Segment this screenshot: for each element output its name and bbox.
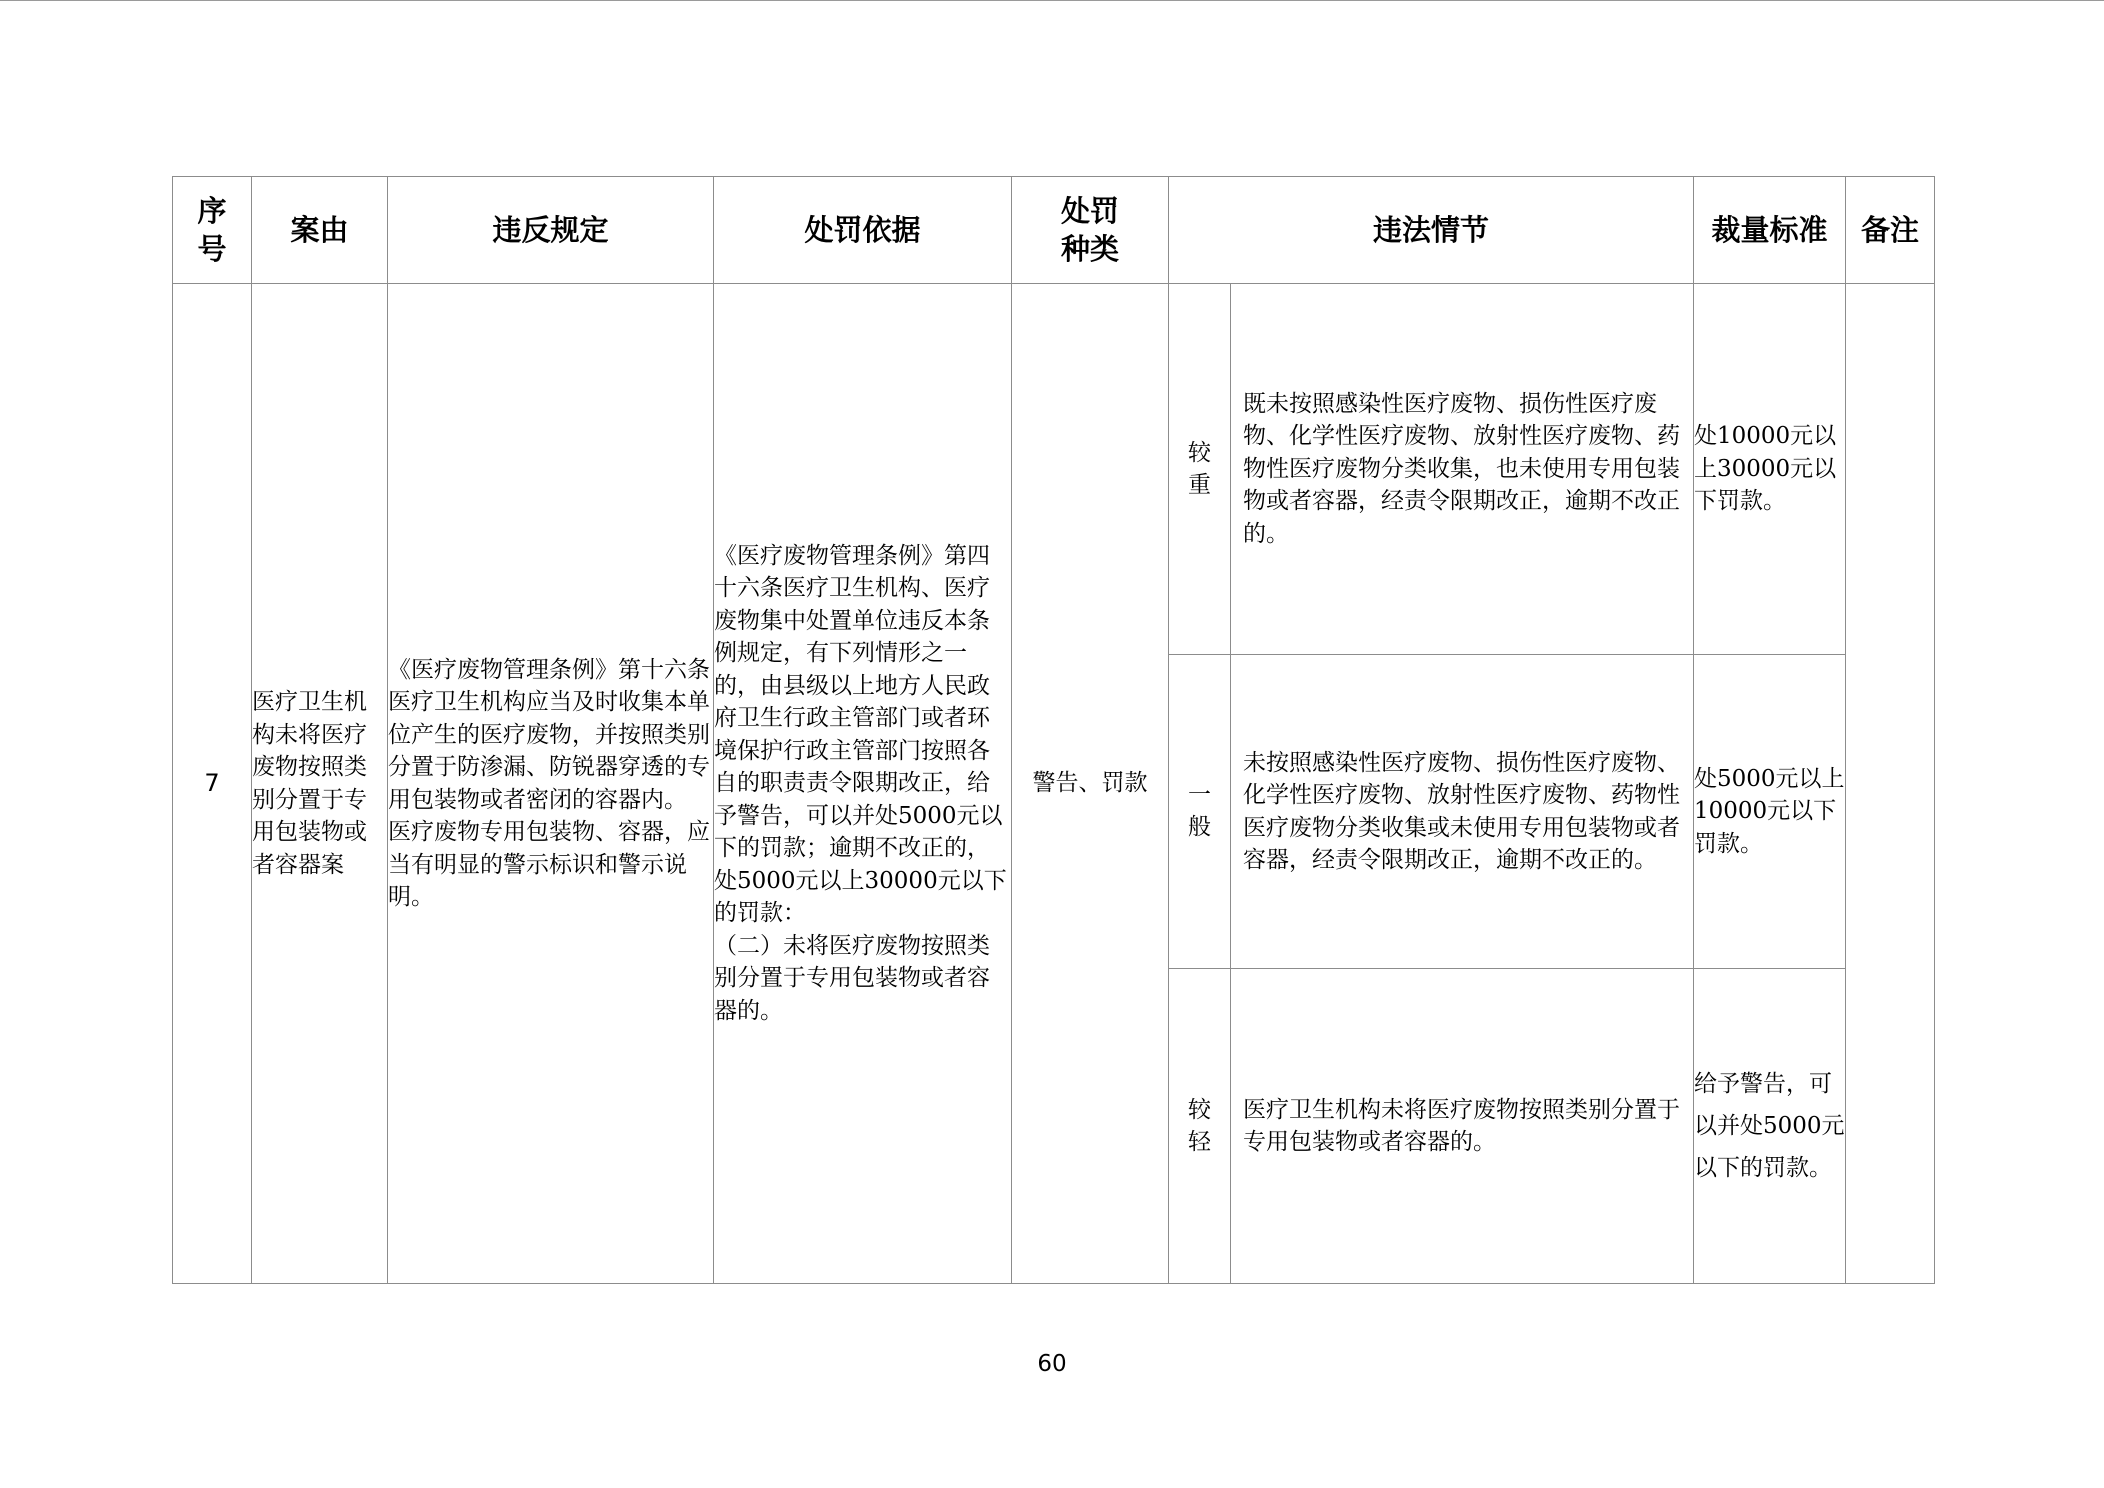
header-row [173, 177, 1935, 284]
table-row [173, 284, 1935, 655]
row-case: 医疗卫生机构未将医疗废物按照类别分置于专用包装物或者容器案 [252, 284, 388, 1284]
standard-severe: 处10000元以上30000元以下罚款。 [1694, 284, 1846, 655]
header-seq: 序号 [173, 177, 252, 284]
row-seq: 7 [173, 284, 252, 1284]
row-penalty-type: 警告、罚款 [1012, 284, 1169, 1284]
header-basis: 处罚依据 [714, 177, 1012, 284]
row-remark [1846, 284, 1935, 1284]
header-type: 处罚种类 [1012, 177, 1169, 284]
circumstance-severe: 既未按照感染性医疗废物、损伤性医疗废物、化学性医疗废物、放射性医疗废物、药物性医疗废物分类收集，也未使用专用包装物或者容器，经责令限期改正，逾期不改正的。 [1231, 284, 1694, 655]
header-remark: 备注 [1846, 177, 1935, 284]
level-minor: 较轻 [1169, 969, 1231, 1284]
standard-general: 处5000元以上10000元以下罚款。 [1694, 655, 1846, 969]
row-basis: 《医疗废物管理条例》第四十六条医疗卫生机构、医疗废物集中处置单位违反本条例规定，有下列情形之一的，由县级以上地方人民政府卫生行政主管部门或者环境保护行政主管部门按照各自的职责责令限期改正，给予警告，可以并处5000元以下的罚款；逾期不改正的，处5000元以上30000元以下的罚款： （二）未将医疗废物按照类别分置于专用包装物或者容器的。 [714, 284, 1012, 1284]
header-case: 案由 [252, 177, 388, 284]
level-general: 一般 [1169, 655, 1231, 969]
standard-minor: 给予警告，可以并处5000元以下的罚款。 [1694, 969, 1846, 1284]
circumstance-general: 未按照感染性医疗废物、损伤性医疗废物、化学性医疗废物、放射性医疗废物、药物性医疗废物分类收集或未使用专用包装物或者容器，经责令限期改正，逾期不改正的。 [1231, 655, 1694, 969]
penalty-standard-table [172, 176, 1935, 1284]
row-violation: 《医疗废物管理条例》第十六条医疗卫生机构应当及时收集本单位产生的医疗废物，并按照类别分置于防渗漏、防锐器穿透的专用包装物或者密闭的容器内。 医疗废物专用包装物、容器，应当有明显的警示标识和警示说明。 [388, 284, 714, 1284]
page-number: 60 [1037, 1351, 1067, 1377]
top-border-line [0, 0, 2104, 1]
header-standard: 裁量标准 [1694, 177, 1846, 284]
level-severe: 较重 [1169, 284, 1231, 655]
circumstance-minor: 医疗卫生机构未将医疗废物按照类别分置于专用包装物或者容器的。 [1231, 969, 1694, 1284]
header-circumstance: 违法情节 [1169, 177, 1694, 284]
header-violation: 违反规定 [388, 177, 714, 284]
